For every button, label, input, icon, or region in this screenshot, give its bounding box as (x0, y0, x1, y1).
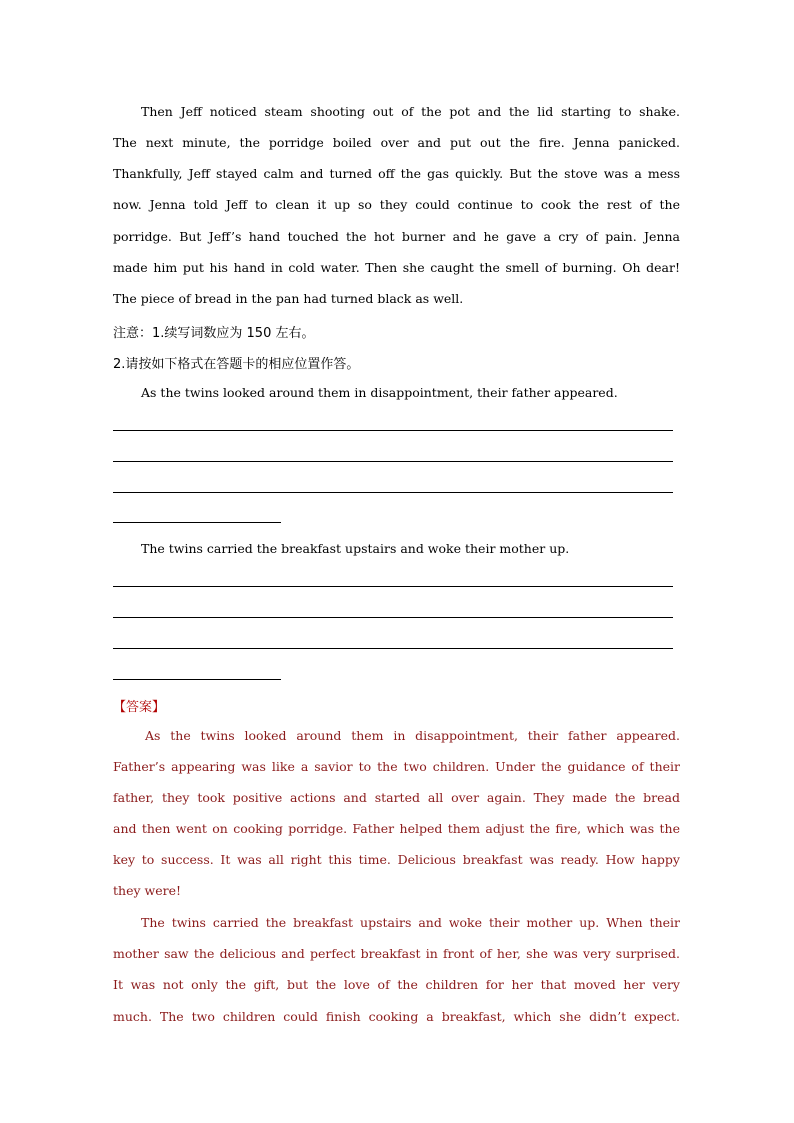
answer-label: 【答案】 (113, 700, 166, 715)
story-line: The piece of bread in the pan had turned black as well. (113, 291, 464, 306)
answer-line-text: It was not only the gift, but the love of the children for her that moved her very (113, 977, 680, 992)
story-line: porridge. But Jeff’s hand touched the hot burner and he gave a cry of pain. Jenna (113, 229, 680, 244)
answer-line (113, 522, 281, 523)
answer-line (113, 461, 673, 462)
answer-line-text: Father’s appearing was like a savior to the two children. Under the guidance of their (113, 759, 680, 774)
answer-line (113, 617, 673, 618)
answer-line (113, 492, 673, 493)
answer-line-text: key to success. It was all right this time. Delicious breakfast was ready. How happy (113, 852, 680, 867)
prompt-paragraph-1: As the twins looked around them in disappointment, their father appeared. (141, 385, 618, 400)
prompt-paragraph-2: The twins carried the breakfast upstairs and woke their mother up. (141, 541, 570, 556)
story-line: Then Jeff noticed steam shooting out of the pot and the lid starting to shake. (141, 104, 680, 119)
answer-line-text: they were! (113, 883, 181, 898)
answer-line-text: mother saw the delicious and perfect breakfast in front of her, she was very surprised. (113, 946, 680, 961)
answer-line (113, 586, 673, 587)
note-answer-format: 2.请按如下格式在答题卡的相应位置作答。 (113, 357, 360, 372)
answer-line-text: As the twins looked around them in disappointment, their father appeared. (145, 728, 680, 743)
answer-line-text: father, they took positive actions and started all over again. They made the bread (113, 790, 680, 805)
story-line: Thankfully, Jeff stayed calm and turned off the gas quickly. But the stove was a mess (113, 166, 680, 181)
answer-line (113, 679, 281, 680)
story-line: now. Jenna told Jeff to clean it up so they could continue to cook the rest of the (113, 197, 680, 212)
answer-line (113, 648, 673, 649)
answer-line-text: much. The two children could finish cooking a breakfast, which she didn’t expect. (113, 1009, 680, 1024)
answer-line-text: The twins carried the breakfast upstairs and woke their mother up. When their (141, 915, 680, 930)
answer-line-text: and then went on cooking porridge. Father helped them adjust the fire, which was the (113, 821, 680, 836)
story-line: made him put his hand in cold water. Then she caught the smell of burning. Oh dear! (113, 260, 680, 275)
note-word-count: 注意：1.续写词数应为 150 左右。 (113, 326, 315, 341)
story-line: The next minute, the porridge boiled over and put out the fire. Jenna panicked. (113, 135, 680, 150)
answer-line (113, 430, 673, 431)
